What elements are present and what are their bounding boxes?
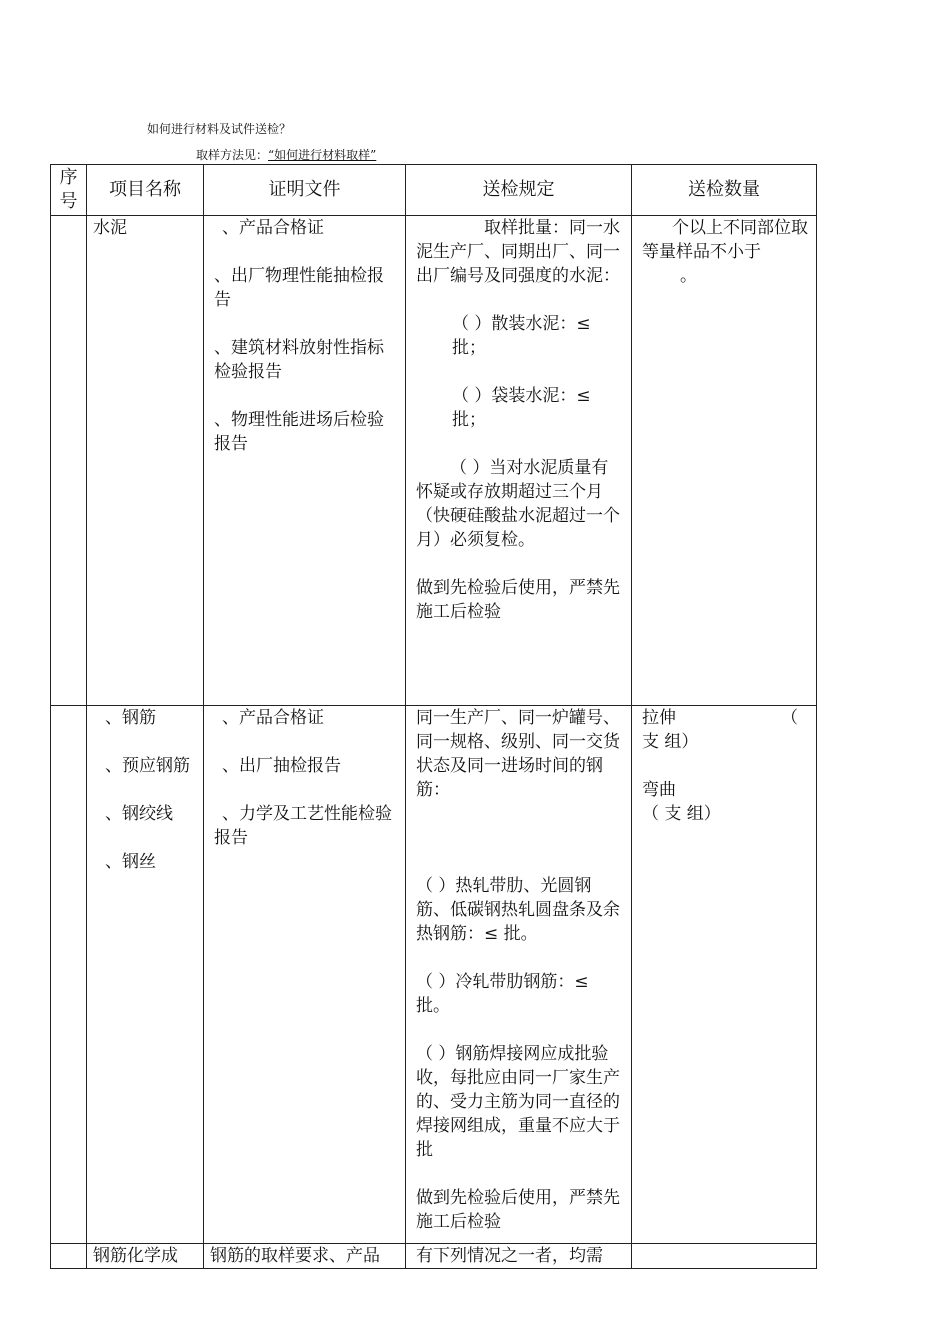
quantity-cell — [632, 1244, 817, 1269]
quantity-tensile-bracket: （ — [781, 708, 798, 728]
quantity-tensile-count: 支 组） — [642, 732, 699, 752]
column-header-quantity: 送检数量 — [632, 165, 817, 216]
item-name-cell — [87, 1244, 204, 1269]
rule-lead: 取样批量：同一水泥生产厂、同期出厂、同一出厂编号及同强度的水泥： — [416, 218, 620, 286]
item-name: 、钢筋 — [105, 708, 156, 728]
item-name: 水泥 — [93, 218, 127, 238]
column-header-inspection-rule: 送检规定 — [406, 165, 632, 216]
item-name-cell — [87, 216, 204, 706]
certificate-item: 、物理性能进场后检验报告 — [214, 410, 384, 454]
table-row — [51, 1244, 817, 1269]
quantity-text: 个以上不同部位取等量样品不小于 — [642, 218, 808, 262]
rule-item: （ ）散装水泥：≤ 批； — [452, 314, 591, 358]
certificate-item: 、产品合格证 — [222, 708, 324, 728]
sampling-reference-link[interactable]: “如何进行材料取样” — [268, 148, 377, 162]
column-header-item-name: 项目名称 — [87, 165, 204, 216]
rule-item: （ ）当对水泥质量有怀疑或存放期超过三个月（快硬硅酸盐水泥超过一个月）必须复检。 — [416, 458, 620, 550]
table-header-row — [51, 165, 817, 216]
certificate-item: 、产品合格证 — [222, 218, 324, 238]
table-row — [51, 706, 817, 1244]
quantity-cell — [632, 216, 817, 706]
certificate-item: 、出厂物理性能抽检报告 — [214, 266, 384, 310]
rule-tail: 做到先检验后使用，严禁先施工后检验 — [416, 578, 620, 622]
item-name: 、钢丝 — [105, 852, 156, 872]
certificate-item: 钢筋的取样要求、产品 — [210, 1246, 380, 1266]
quantity-bend-label: 弯曲 — [642, 780, 676, 800]
quantity-bend-count: （ 支 组） — [642, 804, 721, 824]
item-name: 钢筋化学成 — [93, 1246, 178, 1266]
inspection-rule-cell — [406, 216, 632, 706]
inspection-table — [50, 164, 817, 1269]
rule-item: （ ）钢筋焊接网应成批验收，每批应由同一厂家生产的、受力主筋为同一直径的焊接网组成，重量不应大于 批 — [416, 1044, 620, 1160]
rule-item: （ ）冷轧带肋钢筋：≤ 批。 — [416, 972, 589, 1016]
column-header-seq: 序号 — [51, 165, 87, 216]
rule-item: （ ）袋装水泥：≤ 批； — [452, 386, 591, 430]
item-name: 、钢绞线 — [105, 804, 173, 824]
table-row — [51, 216, 817, 706]
seq-cell — [51, 706, 87, 1244]
certificate-cell — [204, 706, 406, 1244]
sampling-reference-prefix: 取样方法见： — [196, 148, 269, 162]
certificate-cell — [204, 216, 406, 706]
inspection-rule-cell — [406, 706, 632, 1244]
item-name: 、预应钢筋 — [105, 756, 190, 776]
certificate-item: 、力学及工艺性能检验报告 — [214, 804, 392, 848]
item-name-cell — [87, 706, 204, 1244]
certificate-cell — [204, 1244, 406, 1269]
rule-lead: 同一生产厂、同一炉罐号、同一规格、级别、同一交货状态及同一进场时间的钢筋： — [416, 708, 620, 800]
inspection-rule-cell — [406, 1244, 632, 1269]
quantity-tensile — [642, 706, 810, 730]
seq-cell — [51, 1244, 87, 1269]
quantity-tensile-label: 拉伸 — [642, 708, 676, 728]
quantity-cell — [632, 706, 817, 1244]
rule-item: （ ）热轧带肋、光圆钢筋、低碳钢热轧圆盘条及余热钢筋：≤ 批。 — [416, 876, 620, 944]
rule-lead: 有下列情况之一者，均需 — [416, 1246, 603, 1266]
column-header-certificate: 证明文件 — [204, 165, 406, 216]
certificate-item: 、出厂抽检报告 — [222, 756, 341, 776]
certificate-item: 、建筑材料放射性指标检验报告 — [214, 338, 384, 382]
document-title: 如何进行材料及试件送检？ — [147, 122, 292, 136]
quantity-text: 。 — [680, 266, 697, 286]
rule-tail: 做到先检验后使用，严禁先施工后检验 — [416, 1188, 620, 1232]
sampling-reference — [196, 146, 376, 163]
seq-cell — [51, 216, 87, 706]
